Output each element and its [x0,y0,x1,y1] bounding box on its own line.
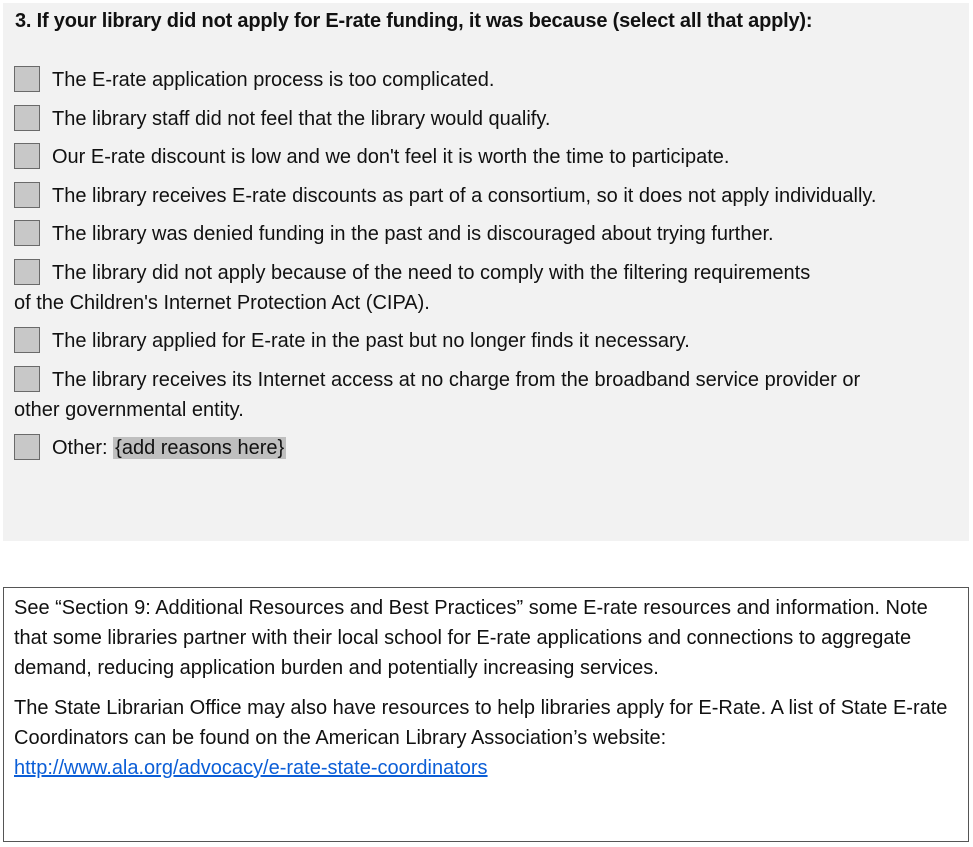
other-reasons-field[interactable]: {add reasons here} [115,437,285,459]
option-free-access [14,365,874,425]
option-label: The library applied for E-rate in the past but no longer finds it necessary. [52,330,690,352]
checkbox[interactable] [14,182,40,208]
option-would-not-qualify [14,104,964,134]
option-label: Our E-rate discount is low and we don't feel it is worth the time to participate. [52,146,730,168]
checkbox[interactable] [14,366,40,392]
checkbox[interactable] [14,143,40,169]
info-paragraph-coordinators [14,693,958,783]
checkbox[interactable] [14,105,40,131]
other-label: Other: [52,437,114,459]
option-denied-past [14,219,964,249]
checkbox[interactable] [14,259,40,285]
options-list [14,65,964,472]
checkbox[interactable] [14,66,40,92]
option-label: The library was denied funding in the past and is discouraged about trying further. [52,223,774,245]
question-panel [3,3,969,541]
option-consortium [14,181,884,211]
option-too-complicated [14,65,964,95]
option-label: The E-rate application process is too complicated. [52,69,495,91]
info-paragraph-resources: See “Section 9: Additional Resources and Best Practices” some E-rate resources and information. Note that some libraries partner with their local school for E-rate applications and connections to aggregate demand, reducing application burden and potentially increasing services. [14,597,928,679]
checkbox[interactable] [14,220,40,246]
option-label: The library staff did not feel that the library would qualify. [52,107,551,130]
option-label: The library receives E-rate discounts as part of a consortium, so it does not apply individually. [52,184,877,207]
option-other [14,433,964,463]
info-box [3,587,969,842]
checkbox[interactable] [14,327,40,353]
coordinators-text: The State Librarian Office may also have resources to help libraries apply for E-Rate. A list of State E-rate Coordinators can be found on the American Library Association’s website: [14,697,948,749]
option-cipa [14,258,814,318]
option-no-longer-necessary [14,326,964,356]
option-label: The library receives its Internet access at no charge from the broadband service provider or other governmental entity. [14,368,861,421]
ala-coordinators-link[interactable]: http://www.ala.org/advocacy/e-rate-state-coordinators [14,757,488,779]
option-discount-low [14,142,964,172]
option-label: The library did not apply because of the need to comply with the filtering requirements of the Children's Internet Protection Act (CIPA). [14,261,811,314]
question-title: 3. If your library did not apply for E-rate funding, it was because (select all that apply): [15,10,813,32]
checkbox[interactable] [14,434,40,460]
